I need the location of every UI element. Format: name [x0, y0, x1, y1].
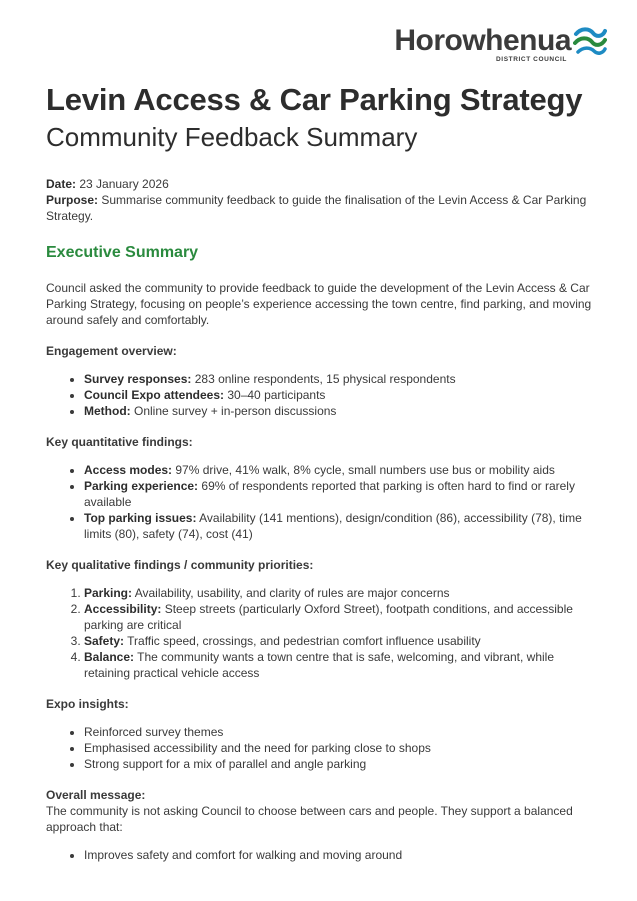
item-text: 30–40 participants: [224, 388, 326, 402]
item-label: Accessibility:: [84, 602, 162, 616]
list-item: [84, 585, 594, 601]
document-meta: [46, 176, 594, 224]
expo-list: [46, 724, 594, 772]
list-item: [84, 510, 594, 542]
list-item: [84, 601, 594, 633]
overall-heading: Overall message:: [46, 788, 146, 802]
purpose-label: Purpose:: [46, 193, 99, 207]
item-text: Availability, usability, and clarity of rules are major concerns: [132, 586, 450, 600]
logo-subtitle: DISTRICT COUNCIL: [496, 56, 567, 63]
qualitative-list: [46, 585, 594, 681]
date-value: 23 January 2026: [76, 177, 169, 191]
item-label: Council Expo attendees:: [84, 388, 225, 402]
executive-summary-heading: Executive Summary: [46, 244, 199, 261]
list-item: • Reinforced survey themes: [84, 724, 594, 740]
engagement-list: [46, 371, 594, 419]
list-item: [84, 371, 594, 387]
item-text: Traffic speed, crossings, and pedestrian comfort influence usability: [124, 634, 481, 648]
purpose-value: Summarise community feedback to guide the finalisation of the Levin Access & Car Parking Strategy.: [46, 193, 587, 223]
item-label: Parking experience:: [84, 479, 199, 493]
expo-heading: Expo insights:: [46, 697, 129, 711]
list-item: [84, 462, 594, 478]
item-text: Availability (141 mentions), design/condition (86), accessibility (78), time limits (80), safety (74), cost (41): [84, 511, 582, 541]
logo-wordmark: Horowhenua: [394, 24, 571, 57]
quantitative-heading: Key quantitative findings:: [46, 435, 193, 449]
item-label: Parking:: [84, 586, 133, 600]
item-label: Balance:: [84, 650, 135, 664]
qualitative-heading: Key qualitative findings / community priorities:: [46, 558, 314, 572]
engagement-heading: Engagement overview:: [46, 344, 177, 358]
item-label: Safety:: [84, 634, 125, 648]
purpose-line: [46, 192, 594, 224]
date-line: [46, 176, 594, 192]
list-item: • Improves safety and comfort for walking and moving around: [84, 847, 594, 863]
executive-summary-intro: Council asked the community to provide feedback to guide the development of the Levin Access & Car Parking Strategy, focusing on people’s experience accessing the town centre, find parking, and moving around safely and comfortably.: [46, 281, 592, 327]
list-item: [84, 403, 594, 419]
council-logo: [394, 24, 607, 63]
item-text: 97% drive, 41% walk, 8% cycle, small numbers use bus or mobility aids: [172, 463, 555, 477]
item-label: Access modes:: [84, 463, 173, 477]
date-label: Date:: [46, 177, 77, 191]
waves-logo-icon: [573, 26, 607, 56]
list-item: [84, 649, 594, 681]
item-text: Steep streets (particularly Oxford Street), footpath conditions, and accessible parking are critical: [84, 602, 573, 632]
item-label: Method:: [84, 404, 131, 418]
item-label: Survey responses:: [84, 372, 192, 386]
overall-list: [46, 847, 594, 863]
item-label: Top parking issues:: [84, 511, 197, 525]
document-title: Levin Access & Car Parking Strategy: [46, 82, 583, 117]
list-item: [84, 387, 594, 403]
item-text: The community wants a town centre that is safe, welcoming, and vibrant, while retaining practical vehicle access: [84, 650, 555, 680]
list-item: [84, 478, 594, 510]
list-item: • Emphasised accessibility and the need for parking close to shops: [84, 740, 594, 756]
document-subtitle: Community Feedback Summary: [46, 122, 418, 152]
item-text: Online survey + in-person discussions: [130, 404, 337, 418]
list-item: • Strong support for a mix of parallel and angle parking: [84, 756, 594, 772]
quantitative-list: [46, 462, 594, 542]
item-text: 283 online respondents, 15 physical respondents: [191, 372, 456, 386]
document-body: [46, 80, 594, 863]
item-text: 69% of respondents reported that parking is often hard to find or rarely available: [84, 479, 575, 509]
overall-text: The community is not asking Council to choose between cars and people. They support a balanced approach that:: [46, 804, 573, 834]
list-item: [84, 633, 594, 649]
